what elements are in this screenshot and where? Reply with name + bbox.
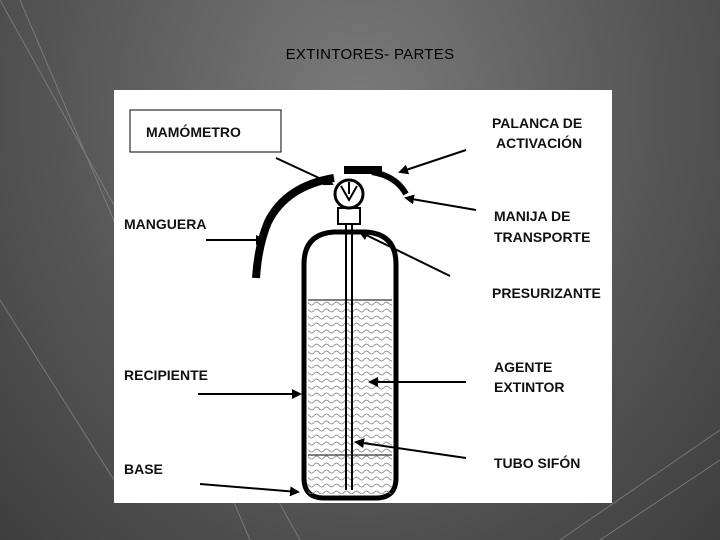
- label-base: BASE: [124, 461, 163, 477]
- label-manguera: MANGUERA: [124, 216, 207, 232]
- extinguishing-agent-fill: [308, 300, 392, 494]
- extinguisher-diagram-panel: [114, 90, 612, 503]
- label-manija-line1: MANIJA DE: [494, 208, 571, 224]
- arrow-manometro: [276, 158, 332, 184]
- extinguisher-diagram: [114, 90, 612, 503]
- label-palanca-line2: ACTIVACIÓN: [496, 135, 583, 151]
- decor-line: [0, 300, 114, 480]
- label-recipiente: RECIPIENTE: [124, 367, 209, 383]
- slide-title: EXTINTORES- PARTES: [285, 46, 455, 63]
- valve-neck: [338, 208, 360, 224]
- label-presurizante: PRESURIZANTE: [492, 285, 601, 301]
- pressure-gauge: [335, 180, 363, 208]
- label-tubo-sifon: TUBO SIFÓN: [494, 455, 581, 471]
- label-manometro: MAMÓMETRO: [146, 124, 241, 140]
- arrow-palanca: [400, 150, 466, 172]
- label-agente-line2: EXTINTOR: [494, 379, 565, 395]
- label-agente-line1: AGENTE: [494, 359, 553, 375]
- arrow-manija: [406, 198, 476, 210]
- label-manija-line2: TRANSPORTE: [494, 229, 591, 245]
- arrow-base: [200, 484, 298, 492]
- extinguisher-body: [304, 232, 396, 498]
- label-palanca-line1: PALANCA DE: [492, 115, 583, 131]
